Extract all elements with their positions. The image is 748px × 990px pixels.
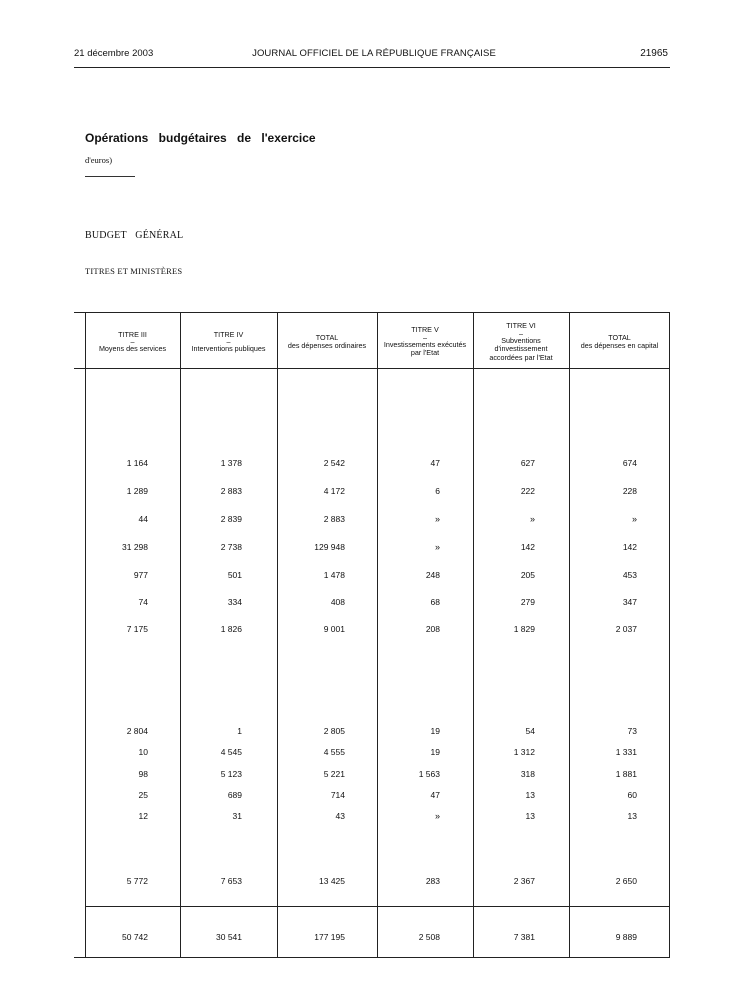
table-cell: 2 883 [220, 486, 242, 496]
table-left-border [85, 312, 86, 958]
column-header-dash: – [423, 332, 427, 342]
table-cell: 689 [227, 790, 242, 800]
column-header-title: TITRE III [118, 329, 147, 339]
table-cell: 13 [525, 790, 535, 800]
table-cell: » [529, 514, 535, 524]
table-cell: 6 [435, 486, 440, 496]
table-cell: 408 [330, 597, 345, 607]
header-page-number: 21965 [640, 48, 668, 59]
table-cell: 10 [138, 747, 148, 757]
table-cell: 2 037 [615, 624, 637, 634]
total-cell: 177 195 [314, 932, 345, 942]
table-cell: 1 826 [220, 624, 242, 634]
column-header-title: TITRE VI [506, 321, 536, 330]
table-cell: 13 425 [319, 876, 345, 886]
column-header-title: TOTAL [315, 332, 339, 342]
table-cell: » [434, 542, 440, 552]
table-cell: 248 [425, 570, 440, 580]
table-cell: 13 [525, 811, 535, 821]
column-divider [180, 312, 181, 958]
table-cell: 501 [227, 570, 242, 580]
table-cell: 4 172 [323, 486, 345, 496]
table-cell: 228 [622, 486, 637, 496]
table-cell: 5 772 [126, 876, 148, 886]
table-cell: 19 [430, 726, 440, 736]
table-cell: 68 [430, 597, 440, 607]
column-header-dash: – [519, 328, 523, 338]
table-cell: 1 312 [513, 747, 535, 757]
table-cell: 2 542 [323, 458, 345, 468]
table-cell: 54 [525, 726, 535, 736]
column-header [180, 316, 277, 368]
total-cell: 9 889 [615, 932, 637, 942]
table-cell: 205 [520, 570, 535, 580]
page-title: Opérations budgétaires de l'exercice [85, 131, 316, 145]
table-cell: 334 [227, 597, 242, 607]
table-cell: 2 805 [323, 726, 345, 736]
table-cell: 1 [237, 726, 242, 736]
table-cell: 1 164 [126, 458, 148, 468]
table-cell: 1 478 [323, 570, 345, 580]
table-cell: » [631, 514, 637, 524]
table-cell: 47 [430, 458, 440, 468]
table-cell: » [434, 514, 440, 524]
table-cell: 1 829 [513, 624, 535, 634]
column-header [473, 316, 569, 368]
total-cell: 7 381 [513, 932, 535, 942]
table-right-border [669, 312, 670, 958]
table-cell: 1 331 [615, 747, 637, 757]
column-header [569, 316, 670, 368]
column-header-description: Investissements exécutés par l'Etat [383, 339, 467, 358]
header-date: 21 décembre 2003 [74, 48, 154, 59]
table-cell: 73 [627, 726, 637, 736]
column-header-description: des dépenses en capital [580, 341, 659, 350]
table-cell: 74 [138, 597, 148, 607]
table-cell: 1 881 [615, 769, 637, 779]
table-cell: 5 221 [323, 769, 345, 779]
header-journal-title: JOURNAL OFFICIEL DE LA RÉPUBLIQUE FRANÇAISE [252, 48, 496, 59]
table-cell: 453 [622, 570, 637, 580]
table-cell: 7 653 [220, 876, 242, 886]
table-cell: 2 804 [126, 726, 148, 736]
table-cell: 142 [622, 542, 637, 552]
table-cell: 4 555 [323, 747, 345, 757]
column-header-title: TITRE V [411, 325, 439, 335]
table-cell: 44 [138, 514, 148, 524]
table-bottom-rule [74, 957, 670, 958]
table-cell: 1 563 [418, 769, 440, 779]
table-cell: 31 298 [122, 542, 148, 552]
table-cell: 283 [425, 876, 440, 886]
table-cell: 13 [627, 811, 637, 821]
page-subtitle: d'euros) [85, 155, 113, 165]
table-cell: 1 289 [126, 486, 148, 496]
table-cell: 2 650 [615, 876, 637, 886]
table-cell: 1 378 [220, 458, 242, 468]
column-header-title: TOTAL [608, 332, 631, 342]
table-cell: 43 [335, 811, 345, 821]
budget-heading: BUDGET GÉNÉRAL [85, 230, 184, 241]
column-header-dash: – [130, 337, 135, 346]
table-cell: 977 [133, 570, 148, 580]
table-cell: 5 123 [220, 769, 242, 779]
table-cell: 279 [520, 597, 535, 607]
table-cell: 2 839 [220, 514, 242, 524]
table-cell: 19 [430, 747, 440, 757]
table-cell: » [434, 811, 440, 821]
table-cell: 7 175 [126, 624, 148, 634]
table-cell: 9 001 [323, 624, 345, 634]
column-header-description: Moyens des services [98, 344, 167, 353]
column-divider [277, 312, 278, 958]
column-header [85, 316, 180, 368]
table-cell: 627 [520, 458, 535, 468]
table-cell: 674 [622, 458, 637, 468]
total-cell: 50 742 [122, 932, 148, 942]
section-heading: TITRES ET MINISTÈRES [85, 266, 183, 276]
table-cell: 98 [138, 769, 148, 779]
table-cell: 60 [627, 790, 637, 800]
column-divider [569, 312, 570, 958]
table-cell: 2 367 [513, 876, 535, 886]
table-cell: 347 [622, 597, 637, 607]
table-cell: 714 [330, 790, 345, 800]
subtitle-rule [85, 176, 135, 177]
table-cell: 2 883 [323, 514, 345, 524]
header-rule [74, 67, 670, 68]
total-cell: 2 508 [418, 932, 440, 942]
column-divider [377, 312, 378, 958]
table-cell: 12 [138, 811, 148, 821]
table-header-rule [74, 368, 670, 369]
column-header-title: TITRE IV [213, 329, 244, 339]
column-header [377, 316, 473, 368]
column-header-dash: – [226, 337, 231, 346]
table-cell: 208 [425, 624, 440, 634]
total-cell: 30 541 [216, 932, 242, 942]
column-header-description: Subventions d'investissement accordées par l'Etat [489, 335, 553, 362]
table-cell: 142 [520, 542, 535, 552]
column-header-description: Interventions publiques [191, 344, 266, 353]
table-cell: 31 [232, 811, 242, 821]
table-cell: 4 545 [220, 747, 242, 757]
table-cell: 2 738 [220, 542, 242, 552]
table-cell: 222 [520, 486, 535, 496]
column-header [277, 316, 377, 368]
table-cell: 318 [520, 769, 535, 779]
table-cell: 25 [138, 790, 148, 800]
table-cell: 129 948 [314, 542, 345, 552]
table-top-rule [74, 312, 670, 313]
column-divider [473, 312, 474, 958]
table-cell: 47 [430, 790, 440, 800]
column-header-description: des dépenses ordinaires [287, 341, 367, 350]
